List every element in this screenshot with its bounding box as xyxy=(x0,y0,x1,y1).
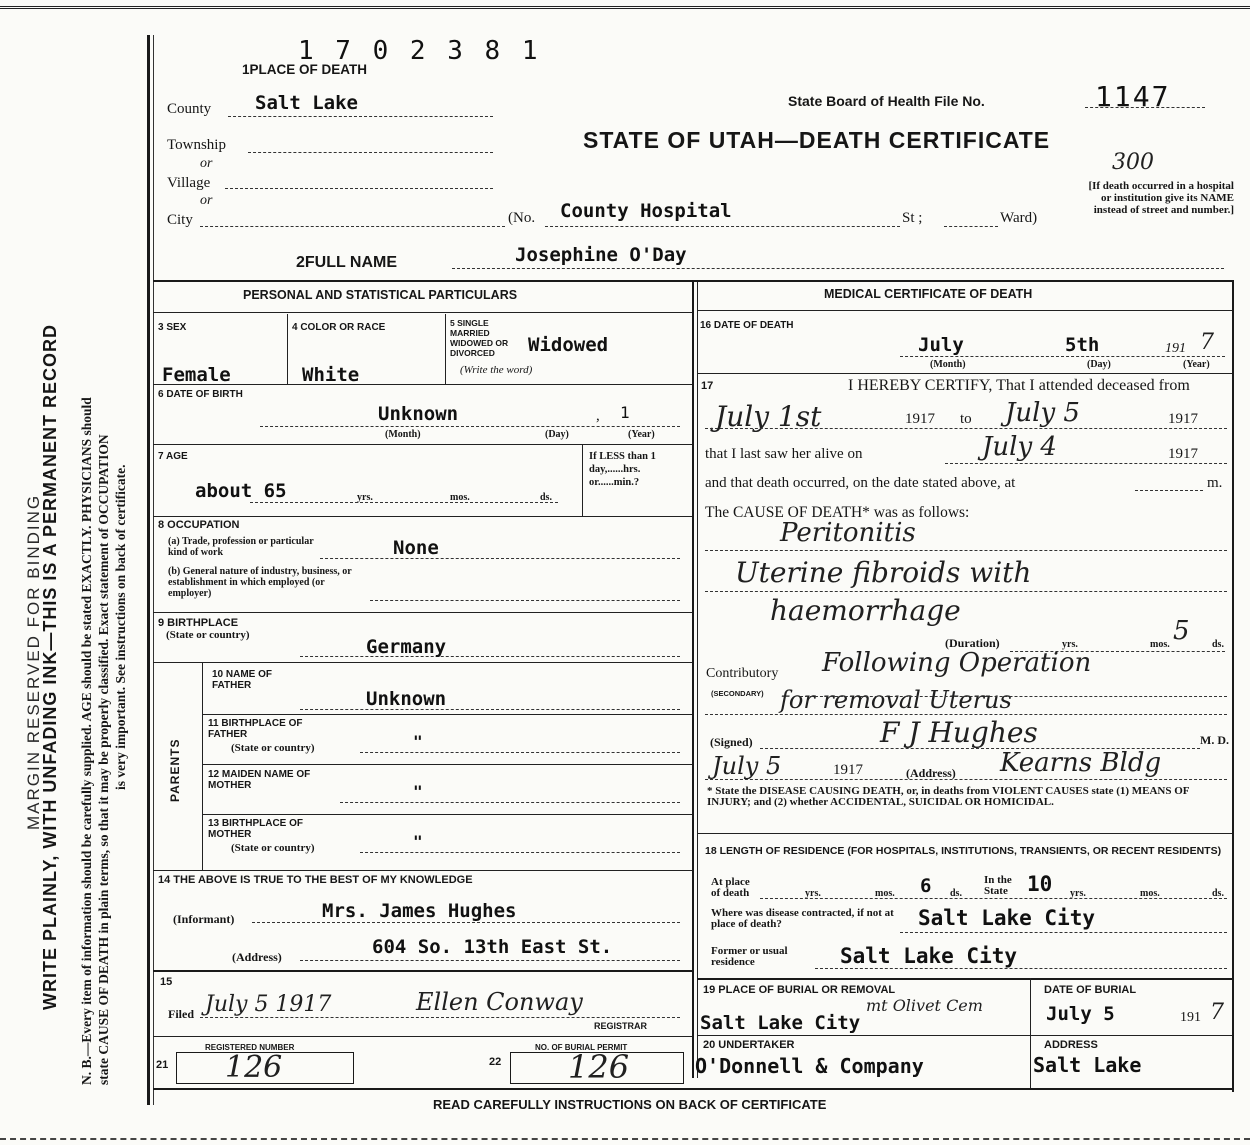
county-line xyxy=(228,116,493,117)
form-left-border-inner xyxy=(153,35,154,1105)
birthplace-value: Germany xyxy=(366,636,447,658)
place-of-death-label: 1PLACE OF DEATH xyxy=(242,62,368,77)
row-14-bottom xyxy=(153,970,692,972)
cause-line-3: haemorrhage xyxy=(770,594,961,627)
med-row-17-bottom xyxy=(697,833,1232,834)
birthplace-label: 9 BIRTHPLACE xyxy=(158,617,239,629)
contributory-value-2: for removal Uterus xyxy=(780,686,1012,714)
undertaker-label: 20 UNDERTAKER xyxy=(703,1039,795,1051)
village-line xyxy=(225,188,493,189)
signed-address-label: (Address) xyxy=(906,766,956,780)
burial-permit-value: 126 xyxy=(568,1048,630,1086)
registrar-label: REGISTRAR xyxy=(594,1021,648,1031)
section-title-rule-right xyxy=(697,310,1232,311)
burial-permit-label: NO. OF BURIAL PERMIT xyxy=(535,1043,628,1052)
occupation-b-line xyxy=(370,600,680,601)
signed-value: F J Hughes xyxy=(880,716,1038,749)
burial-date-label: DATE OF BURIAL xyxy=(1044,984,1137,996)
form-right-border xyxy=(1232,280,1234,1092)
county-value: Salt Lake xyxy=(255,92,358,114)
cause-footnote: * State the DISEASE CAUSING DEATH, or, in deaths from VIOLENT CAUSES state (1) MEANS OF INJURY; and (2) whether ACCIDENTAL, SUICIDAL OR HOMICIDAL. xyxy=(707,785,1190,808)
father-name-line xyxy=(300,709,680,710)
cause-line-2: Uterine fibroids with xyxy=(735,556,1032,589)
dob-month-caption: (Month) xyxy=(385,429,421,440)
row-10-bottom xyxy=(202,714,692,715)
duration-ds: ds. xyxy=(1212,639,1224,650)
in-state-mos: mos. xyxy=(1140,888,1160,899)
last-saw-line xyxy=(945,463,1227,464)
duration-mos: mos. xyxy=(1150,639,1170,650)
burial-year-digit: 7 xyxy=(1210,1000,1224,1025)
cause-line-1-rule xyxy=(705,550,1227,551)
burial-place-note: mt Olivet Cem xyxy=(866,996,983,1015)
st-label: St ; xyxy=(902,210,923,226)
burial-place-value: Salt Lake City xyxy=(700,1012,861,1034)
undertaker-address-label: ADDRESS xyxy=(1044,1039,1098,1051)
binding-notice: MARGIN RESERVED FOR BINDING xyxy=(24,493,43,830)
date-of-death-label: 16 DATE OF DEATH xyxy=(700,320,794,331)
certify-text: I HEREBY CERTIFY, That I attended deceased from xyxy=(848,377,1190,394)
dob-comma: , xyxy=(596,408,600,424)
to-label: to xyxy=(960,411,972,427)
county-label: County xyxy=(167,101,212,117)
medical-section-title: MEDICAL CERTIFICATE OF DEATH xyxy=(824,287,1033,301)
full-name-line xyxy=(452,268,1224,269)
death-year-caption: (Year) xyxy=(1183,359,1210,370)
attended-to-year: 1917 xyxy=(1168,411,1198,427)
birthplace-sub: (State or country) xyxy=(166,629,250,641)
burial-permit-prefix: 22 xyxy=(489,1056,502,1068)
ink-notice: WRITE PLAINLY, WITH UNFADING INK—THIS IS A PERMANENT RECORD xyxy=(40,323,60,1010)
row-13-bottom xyxy=(153,870,692,871)
true-statement-label: 14 THE ABOVE IS TRUE TO THE BEST OF MY KNOWLEDGE xyxy=(158,874,473,886)
or-2: or xyxy=(200,193,213,208)
filed-number: 15 xyxy=(160,976,173,988)
father-name-label: 10 NAME OF FATHER xyxy=(212,669,273,691)
contributory-value: Following Operation xyxy=(822,648,1092,678)
hospital-note: [If death occurred in a hospital or institution give its NAME instead of street and number.] xyxy=(1088,180,1234,216)
father-name-value: Unknown xyxy=(366,688,447,710)
disease-contracted-label: Where was disease contracted, if not at place of death? xyxy=(711,907,894,930)
informant-line xyxy=(252,922,680,923)
burial-divider xyxy=(1030,978,1031,1088)
attended-from-year: 1917 xyxy=(905,411,935,427)
full-name-value: Josephine O'Day xyxy=(515,244,687,266)
contributory-label: Contributory xyxy=(706,666,779,681)
duration-value: 5 xyxy=(1173,616,1190,646)
age-value: about 65 xyxy=(195,480,287,502)
death-month-caption: (Month) xyxy=(930,359,966,370)
registrar-signature: Ellen Conway xyxy=(416,988,583,1016)
in-state-ds: ds. xyxy=(1212,888,1224,899)
nb-notice-3: is very important. See instructions on back of certificate. xyxy=(113,464,128,790)
cause-line-1: Peritonitis xyxy=(780,518,916,548)
bottom-rule xyxy=(0,1138,1250,1140)
age-mos: mos. xyxy=(450,492,470,503)
personal-section-title: PERSONAL AND STATISTICAL PARTICULARS xyxy=(243,288,518,302)
street-value: County Hospital xyxy=(560,200,732,222)
mother-name-label: 12 MAIDEN NAME OF MOTHER xyxy=(208,769,311,791)
dob-line xyxy=(260,426,680,427)
age-divider xyxy=(582,444,583,516)
mother-name-value: " xyxy=(413,782,423,801)
md-label: M. D. xyxy=(1200,733,1229,747)
attended-from: July 1st xyxy=(715,400,822,433)
row-6-bottom xyxy=(153,444,692,445)
dob-label: 6 DATE OF BIRTH xyxy=(158,389,243,400)
contributory-line-2 xyxy=(705,714,1227,715)
med-row-19-bottom xyxy=(697,1035,1232,1036)
less-than-note: If LESS than 1 day,......hrs. or......min.? xyxy=(589,451,656,488)
certificate-title: STATE OF UTAH—DEATH CERTIFICATE xyxy=(583,127,1051,153)
row-9-bottom xyxy=(153,662,692,663)
in-state-value: 10 xyxy=(1027,872,1053,896)
marital-label: 5 SINGLE MARRIED WIDOWED OR DIVORCED xyxy=(450,318,509,358)
death-year-digit: 7 xyxy=(1200,330,1214,355)
age-line xyxy=(250,502,558,503)
death-year-prefix: 191 xyxy=(1165,341,1186,356)
mother-birthplace-line xyxy=(360,852,680,853)
mother-birthplace-label: 13 BIRTHPLACE OF MOTHER xyxy=(208,818,304,840)
death-occurred-text: and that death occurred, on the date stated above, at xyxy=(705,475,1016,491)
last-saw-value: July 4 xyxy=(982,432,1057,462)
top-rule xyxy=(0,6,1250,9)
last-saw-text: that I last saw her alive on xyxy=(705,446,863,462)
instructions-footer: READ CAREFULLY INSTRUCTIONS ON BACK OF CERTIFICATE xyxy=(433,1097,827,1112)
marital-note: (Write the word) xyxy=(460,364,533,376)
grid-center-inner xyxy=(697,282,698,1078)
dob-year-mark: 1 xyxy=(620,403,630,422)
city-line xyxy=(200,226,505,227)
occupation-value: None xyxy=(393,537,439,559)
burial-place-label: 19 PLACE OF BURIAL OR REMOVAL xyxy=(703,984,896,996)
contributory-line xyxy=(800,696,1227,697)
stamp-number: 1 7 0 2 3 8 1 xyxy=(298,36,541,66)
signed-date: July 5 xyxy=(712,752,782,780)
parents-divider xyxy=(202,662,203,870)
mother-birthplace-sub: (State or country) xyxy=(231,842,315,854)
parents-label: PARENTS xyxy=(168,738,182,802)
death-day: 5th xyxy=(1065,334,1100,356)
burial-date-value: July 5 xyxy=(1046,1003,1115,1025)
attended-line xyxy=(705,428,1227,429)
duration-label: (Duration) xyxy=(945,636,1000,650)
file-no-label: State Board of Health File No. xyxy=(788,93,985,109)
signed-year: 1917 xyxy=(833,762,863,778)
birthplace-line xyxy=(300,656,680,657)
at-place-mos: mos. xyxy=(875,888,895,899)
handwritten-300: 300 xyxy=(1112,150,1154,175)
duration-yrs: yrs. xyxy=(1062,639,1078,650)
death-month: July xyxy=(918,334,964,356)
ward-line xyxy=(944,226,998,227)
row-8-bottom xyxy=(153,612,692,613)
occupation-a: (a) Trade, profession or particular kind of work xyxy=(168,536,314,558)
row-11-bottom xyxy=(202,764,692,765)
row-7-bottom xyxy=(153,516,692,517)
village-label: Village xyxy=(167,175,211,191)
cause-label: The CAUSE OF DEATH* was as follows: xyxy=(705,504,970,521)
color-label: 4 COLOR OR RACE xyxy=(292,322,386,333)
occupation-a-line xyxy=(320,558,680,559)
occupation-label: 8 OCCUPATION xyxy=(158,519,240,531)
informant-value: Mrs. James Hughes xyxy=(322,900,517,922)
nb-notice-2: state CAUSE OF DEATH in plain terms, so that it may be properly classified. Exact statement of OCCUPATION xyxy=(96,434,111,1085)
row-15-bottom xyxy=(153,1036,692,1037)
row-12-bottom xyxy=(202,814,692,815)
at-place-label: At place of death xyxy=(711,876,750,899)
m-label: m. xyxy=(1207,475,1223,491)
attended-to: July 5 xyxy=(1005,398,1080,428)
dob-value: Unknown xyxy=(378,403,459,425)
filed-label: Filed xyxy=(168,1007,194,1021)
father-birthplace-line xyxy=(360,752,680,753)
full-name-label: 2FULL NAME xyxy=(296,254,398,271)
registered-number-value: 126 xyxy=(225,1050,283,1085)
residence-line xyxy=(760,898,1227,899)
address-label: (Address) xyxy=(232,950,282,964)
undertaker-value: O'Donnell & Company xyxy=(695,1054,924,1078)
row-3-bottom xyxy=(153,384,692,385)
dob-year-caption: (Year) xyxy=(628,429,655,440)
age-yrs: yrs. xyxy=(357,492,373,503)
undertaker-address-value: Salt Lake xyxy=(1033,1053,1142,1077)
last-saw-year: 1917 xyxy=(1168,446,1198,462)
filed-line xyxy=(200,1017,680,1018)
burial-year-prefix: 191 xyxy=(1180,1010,1201,1025)
form-left-border xyxy=(147,35,150,1105)
color-value: White xyxy=(302,364,360,386)
sex-label: 3 SEX xyxy=(158,322,187,333)
signed-label: (Signed) xyxy=(710,735,753,749)
mother-birthplace-value: " xyxy=(413,832,423,851)
file-no-value: 1147 xyxy=(1095,80,1171,113)
certify-number: 17 xyxy=(701,380,714,392)
township-label: Township xyxy=(167,137,226,153)
disease-contracted-line xyxy=(900,932,1227,933)
at-place-value: 6 xyxy=(920,875,932,897)
township-line xyxy=(248,152,493,153)
cause-line-2-rule xyxy=(705,591,1227,592)
informant-label: (Informant) xyxy=(173,912,235,926)
at-place-ds: ds. xyxy=(950,888,962,899)
med-row-16-bottom xyxy=(697,373,1232,374)
former-residence-line xyxy=(815,968,1227,969)
city-label: City xyxy=(167,212,193,228)
med-row-18-bottom xyxy=(697,978,1232,980)
marital-value: Widowed xyxy=(528,334,609,356)
former-residence-label: Former or usual residence xyxy=(711,945,788,968)
age-label: 7 AGE xyxy=(158,451,188,462)
filed-value: July 5 1917 xyxy=(205,992,332,1017)
age-ds: ds. xyxy=(540,492,552,503)
occupation-b: (b) General nature of industry, business, or establishment in which employed (or employer) xyxy=(168,566,352,599)
dob-day-caption: (Day) xyxy=(545,429,569,440)
signed-date-line xyxy=(705,779,1227,780)
disease-contracted-value: Salt Lake City xyxy=(918,906,1096,930)
signed-address-value: Kearns Bldg xyxy=(1000,748,1162,778)
in-state-label: In the State xyxy=(984,874,1012,897)
address-line xyxy=(300,960,680,961)
grid-bottom xyxy=(153,1088,1233,1090)
death-day-caption: (Day) xyxy=(1087,359,1111,370)
nb-notice-1: N. B.—Every item of information should be carefully supplied. AGE should be stated EXACTLY. PHYSICIANS should xyxy=(79,397,94,1085)
grid-center xyxy=(692,282,694,1078)
former-residence-value: Salt Lake City xyxy=(840,944,1018,968)
street-line xyxy=(545,226,900,227)
registered-number-prefix: 21 xyxy=(156,1059,169,1071)
or-1: or xyxy=(200,156,213,171)
no-label: (No. xyxy=(508,210,536,226)
father-birthplace-sub: (State or country) xyxy=(231,742,315,754)
death-occurred-line xyxy=(1135,490,1203,491)
mother-name-line xyxy=(340,802,680,803)
sex-value: Female xyxy=(162,364,231,386)
father-birthplace-value: " xyxy=(413,732,423,751)
registered-number-label: REGISTERED NUMBER xyxy=(205,1043,295,1052)
in-state-yrs: yrs. xyxy=(1070,888,1086,899)
secondary-label: (SECONDARY) xyxy=(711,689,764,698)
at-place-yrs: yrs. xyxy=(805,888,821,899)
residence-label: 18 LENGTH OF RESIDENCE (FOR HOSPITALS, INSTITUTIONS, TRANSIENTS, OR RECENT RESIDENTS) xyxy=(705,845,1222,857)
section-title-rule-left xyxy=(153,312,692,313)
father-birthplace-label: 11 BIRTHPLACE OF FATHER xyxy=(208,718,303,740)
sex-divider xyxy=(287,314,288,384)
color-divider xyxy=(445,314,446,384)
address-value: 604 So. 13th East St. xyxy=(372,936,613,958)
ward-label: Ward) xyxy=(1000,210,1038,226)
